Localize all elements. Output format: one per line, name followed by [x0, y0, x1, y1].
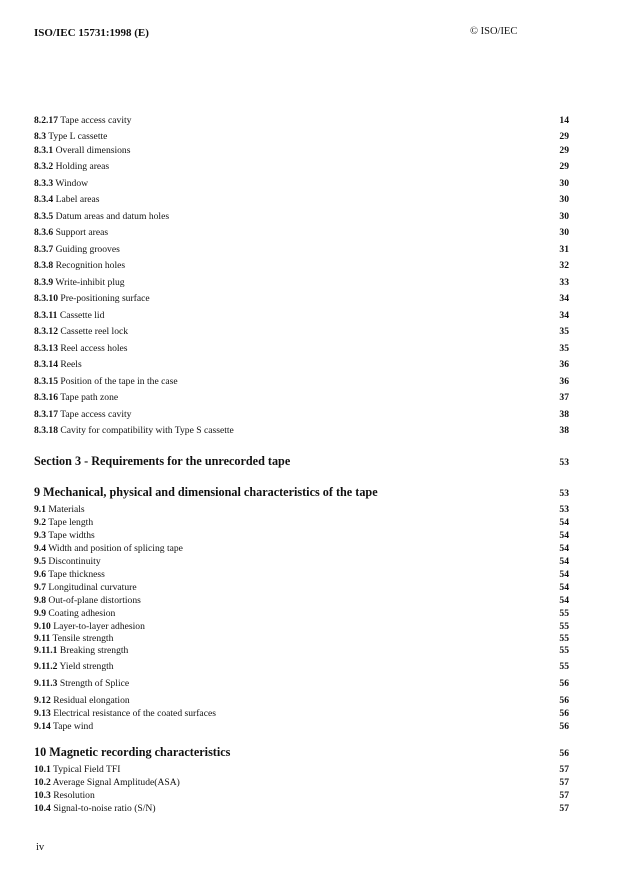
toc-entry-heading — [34, 517, 93, 528]
toc-entry-heading — [34, 582, 137, 593]
toc-entry[interactable] — [34, 277, 569, 288]
toc-entry[interactable] — [34, 115, 569, 126]
toc-entry-title: Reels — [60, 359, 82, 370]
toc-entry-title: Tape thickness — [48, 569, 105, 580]
toc-entry-heading — [34, 277, 125, 288]
toc-entry[interactable] — [34, 343, 569, 354]
toc-entry-page: 55 — [559, 661, 569, 672]
toc-entry-heading — [34, 115, 131, 126]
toc-entry[interactable] — [34, 376, 569, 387]
toc-entry[interactable] — [34, 425, 569, 436]
toc-entry-number: 8.3.6 — [34, 227, 54, 238]
toc-entry-number: 9.6 — [34, 569, 46, 580]
toc-entry[interactable] — [34, 504, 569, 515]
toc-entry-heading — [34, 425, 234, 436]
toc-entry-heading — [34, 454, 290, 469]
toc-entry-heading — [34, 556, 101, 567]
toc-entry-number: 8.3.9 — [34, 277, 54, 288]
toc-entry-page: 38 — [559, 425, 569, 436]
toc-entry-title: Recognition holes — [55, 260, 126, 271]
toc-entry-number: 9.11.2 — [34, 661, 58, 672]
toc-entry-heading — [34, 392, 118, 403]
toc-entry-heading — [34, 343, 128, 354]
toc-entry-heading — [34, 621, 145, 632]
toc-entry-number: 9.11 — [34, 633, 51, 644]
toc-entry-title: Tape length — [48, 517, 94, 528]
toc-entry-title: Cavity for compatibility with Type S cassette — [60, 425, 234, 436]
toc-entry-number: 9.1 — [34, 504, 46, 515]
toc-entry-page: 54 — [559, 595, 569, 606]
toc-entry-title: Tape access cavity — [60, 115, 132, 126]
toc-entry-page: 56 — [559, 708, 569, 719]
toc-entry-heading — [34, 678, 129, 689]
toc-entry-number: 9.12 — [34, 695, 51, 706]
toc-entry-heading — [34, 608, 115, 619]
toc-entry-heading — [34, 645, 128, 656]
toc-entry-page: 55 — [559, 621, 569, 632]
toc-entry-page: 34 — [559, 293, 569, 304]
toc-entry-page: 57 — [559, 790, 569, 801]
toc-entry-page: 30 — [559, 227, 569, 238]
toc-entry[interactable] — [34, 645, 569, 656]
toc-entry-title: Holding areas — [55, 161, 110, 172]
toc-entry[interactable] — [34, 517, 569, 528]
toc-entry-page: 29 — [559, 161, 569, 172]
toc-entry-page: 31 — [559, 244, 569, 255]
toc-entry-page: 54 — [559, 517, 569, 528]
toc-entry-heading — [34, 695, 130, 706]
toc-entry-title: Pre-positioning surface — [60, 293, 150, 304]
toc-entry[interactable] — [34, 721, 569, 732]
toc-entry-heading — [34, 376, 178, 387]
toc-entry-heading — [34, 310, 104, 321]
toc-entry-page: 30 — [559, 211, 569, 222]
toc-entry-title: 10 Magnetic recording characteristics — [34, 745, 231, 759]
document-id-header: ISO/IEC 15731:1998 (E) — [34, 27, 149, 39]
toc-entry[interactable] — [34, 293, 569, 304]
toc-entry[interactable] — [34, 194, 569, 205]
toc-entry-title: 9 Mechanical, physical and dimensional characteristics of the tape — [34, 485, 378, 499]
toc-entry-title: Out-of-plane distortions — [48, 595, 141, 606]
toc-entry-page: 32 — [559, 260, 569, 271]
toc-entry-heading — [34, 745, 230, 760]
toc-entry-page: 36 — [559, 376, 569, 387]
toc-entry-number: 8.3.15 — [34, 376, 58, 387]
toc-entry-number: 8.3.8 — [34, 260, 54, 271]
toc-entry-page: 55 — [559, 645, 569, 656]
toc-entry[interactable] — [34, 227, 569, 238]
toc-entry-page: 56 — [559, 721, 569, 732]
toc-entry-number: 8.3.12 — [34, 326, 58, 337]
toc-entry[interactable] — [34, 359, 569, 370]
toc-entry-page: 14 — [559, 115, 569, 126]
toc-entry-heading — [34, 359, 82, 370]
toc-entry-title: Tape widths — [48, 530, 95, 541]
toc-entry-page: 57 — [559, 764, 569, 775]
toc-entry-heading — [34, 569, 105, 580]
toc-entry-title: Support areas — [55, 227, 109, 238]
toc-entry-page: 35 — [559, 343, 569, 354]
toc-entry-heading — [34, 777, 180, 788]
toc-entry-page: 54 — [559, 530, 569, 541]
toc-entry-number: 8.2.17 — [34, 115, 58, 126]
toc-entry-page: 29 — [559, 131, 569, 142]
toc-entry-title: Tape wind — [53, 721, 94, 732]
toc-entry-number: 9.2 — [34, 517, 46, 528]
toc-entry-number: 10.3 — [34, 790, 51, 801]
toc-entry-number: 8.3.14 — [34, 359, 58, 370]
toc-entry-heading — [34, 661, 114, 672]
toc-entry[interactable] — [34, 777, 569, 788]
toc-entry-heading — [34, 803, 156, 814]
toc-entry-title: Tape access cavity — [60, 409, 132, 420]
toc-entry-page: 38 — [559, 409, 569, 420]
toc-entry[interactable] — [34, 211, 569, 222]
toc-entry-title: Discontinuity — [48, 556, 101, 567]
toc-entry-title: Width and position of splicing tape — [48, 543, 183, 554]
toc-entry[interactable] — [34, 543, 569, 554]
toc-entry-title: Label areas — [55, 194, 100, 205]
toc-entry-number: 9.5 — [34, 556, 46, 567]
toc-entry[interactable] — [34, 695, 569, 706]
toc-entry-title: Residual elongation — [53, 695, 130, 706]
toc-entry-heading — [34, 178, 88, 189]
toc-entry-title: Coating adhesion — [48, 608, 116, 619]
toc-entry-title: Typical Field TFI — [53, 764, 121, 775]
toc-entry[interactable] — [34, 678, 569, 689]
toc-entry[interactable] — [34, 260, 569, 271]
toc-entry-page: 30 — [559, 194, 569, 205]
toc-entry-number: 9.9 — [34, 608, 46, 619]
page-number-footer: iv — [36, 842, 45, 853]
toc-entry-page: 29 — [559, 145, 569, 156]
toc-entry-title: Overall dimensions — [55, 145, 131, 156]
toc-entry-title: Electrical resistance of the coated surfaces — [53, 708, 216, 719]
toc-entry-number: 8.3.7 — [34, 244, 54, 255]
toc-entry-heading — [34, 326, 128, 337]
toc-entry-heading — [34, 504, 85, 515]
toc-entry-title: Strength of Splice — [59, 678, 130, 689]
toc-entry-title: Section 3 - Requirements for the unrecorded tape — [34, 454, 291, 468]
toc-entry-title: Cassette reel lock — [60, 326, 129, 337]
toc-entry-title: Tape path zone — [60, 392, 119, 403]
toc-entry-title: Layer-to-layer adhesion — [53, 621, 145, 632]
toc-entry-title: Position of the tape in the case — [60, 376, 178, 387]
toc-entry-heading — [34, 211, 169, 222]
toc-entry-title: Write-inhibit plug — [55, 277, 125, 288]
toc-entry[interactable] — [34, 178, 569, 189]
toc-entry[interactable] — [34, 803, 569, 814]
toc-entry-page: 35 — [559, 326, 569, 337]
toc-entry-page: 34 — [559, 310, 569, 321]
toc-entry-page: 54 — [559, 582, 569, 593]
toc-entry-number: 9.8 — [34, 595, 46, 606]
toc-entry[interactable] — [34, 131, 569, 142]
toc-entry[interactable] — [34, 485, 569, 500]
toc-entry-page: 54 — [559, 556, 569, 567]
toc-entry-number: 8.3.3 — [34, 178, 54, 189]
toc-entry-page: 56 — [559, 695, 569, 706]
toc-entry-heading — [34, 633, 113, 644]
toc-entry-number: 9.3 — [34, 530, 46, 541]
toc-entry[interactable] — [34, 244, 569, 255]
toc-entry-title: Tensile strength — [52, 633, 114, 644]
toc-entry-page: 56 — [559, 678, 569, 689]
copyright-header: © ISO/IEC — [470, 26, 518, 37]
toc-entry-title: Cassette lid — [59, 310, 105, 321]
toc-entry-page: 53 — [559, 457, 569, 468]
toc-entry-heading — [34, 260, 125, 271]
toc-entry-page: 57 — [559, 803, 569, 814]
toc-entry-number: 9.7 — [34, 582, 46, 593]
toc-entry-title: Datum areas and datum holes — [55, 211, 170, 222]
toc-entry-number: 8.3.13 — [34, 343, 58, 354]
toc-entry[interactable] — [34, 530, 569, 541]
toc-entry[interactable] — [34, 595, 569, 606]
toc-entry-page: 33 — [559, 277, 569, 288]
toc-entry[interactable] — [34, 745, 569, 760]
toc-entry[interactable] — [34, 454, 569, 469]
toc-entry[interactable] — [34, 608, 569, 619]
toc-entry-heading — [34, 244, 120, 255]
toc-entry-page: 37 — [559, 392, 569, 403]
toc-entry-heading — [34, 194, 100, 205]
toc-entry-title: Signal-to-noise ratio (S/N) — [53, 803, 156, 814]
toc-entry-title: Type L cassette — [48, 131, 108, 142]
toc-entry[interactable] — [34, 708, 569, 719]
toc-entry[interactable] — [34, 582, 569, 593]
toc-entry-heading — [34, 708, 216, 719]
toc-entry-number: 8.3.10 — [34, 293, 58, 304]
toc-entry-number: 9.4 — [34, 543, 46, 554]
toc-entry-heading — [34, 145, 130, 156]
toc-entry-number: 8.3 — [34, 131, 46, 142]
toc-entry-title: Longitudinal curvature — [48, 582, 137, 593]
toc-entry-number: 8.3.1 — [34, 145, 54, 156]
toc-entry-number: 8.3.16 — [34, 392, 58, 403]
toc-entry-title: Reel access holes — [60, 343, 128, 354]
toc-entry-title: Average Signal Amplitude(ASA) — [52, 777, 180, 788]
toc-entry-title: Window — [55, 178, 89, 189]
toc-entry-number: 9.11.3 — [34, 678, 58, 689]
toc-entry-heading — [34, 485, 378, 500]
toc-entry[interactable] — [34, 310, 569, 321]
toc-entry-number: 10.4 — [34, 803, 51, 814]
toc-entry-title: Guiding grooves — [55, 244, 120, 255]
toc-entry-number: 8.3.11 — [34, 310, 58, 321]
toc-entry-page: 36 — [559, 359, 569, 370]
toc-entry-heading — [34, 764, 120, 775]
toc-entry-heading — [34, 595, 141, 606]
toc-entry-page: 56 — [559, 748, 569, 759]
toc-entry[interactable] — [34, 764, 569, 775]
toc-entry-heading — [34, 530, 95, 541]
toc-entry-title: Yield strength — [59, 661, 114, 672]
toc-entry-heading — [34, 543, 183, 554]
toc-entry-page: 57 — [559, 777, 569, 788]
toc-entry-title: Materials — [48, 504, 85, 515]
toc-entry[interactable] — [34, 790, 569, 801]
toc-entry-number: 10.2 — [34, 777, 51, 788]
toc-entry-page: 54 — [559, 569, 569, 580]
toc-entry[interactable] — [34, 161, 569, 172]
toc-entry-heading — [34, 227, 108, 238]
toc-entry-page: 55 — [559, 633, 569, 644]
toc-entry-number: 9.10 — [34, 621, 51, 632]
toc-entry-number: 8.3.17 — [34, 409, 58, 420]
toc-entry-number: 10.1 — [34, 764, 51, 775]
toc-entry-page: 54 — [559, 543, 569, 554]
toc-entry-number: 8.3.18 — [34, 425, 58, 436]
toc-entry-page: 53 — [559, 504, 569, 515]
toc-entry[interactable] — [34, 569, 569, 580]
toc-entry-title: Breaking strength — [59, 645, 129, 656]
toc-entry-number: 9.11.1 — [34, 645, 58, 656]
toc-entry-number: 8.3.4 — [34, 194, 54, 205]
toc-entry[interactable] — [34, 621, 569, 632]
toc-entry-page: 30 — [559, 178, 569, 189]
toc-entry[interactable] — [34, 409, 569, 420]
toc-entry-page: 55 — [559, 608, 569, 619]
toc-entry-number: 8.3.2 — [34, 161, 54, 172]
toc-entry[interactable] — [34, 556, 569, 567]
toc-entry-heading — [34, 721, 93, 732]
toc-entry-heading — [34, 161, 109, 172]
toc-entry[interactable] — [34, 145, 569, 156]
toc-entry-heading — [34, 293, 150, 304]
toc-entry-heading — [34, 409, 131, 420]
toc-entry-number: 8.3.5 — [34, 211, 54, 222]
toc-entry-heading — [34, 131, 107, 142]
toc-entry-number: 9.13 — [34, 708, 51, 719]
toc-entry[interactable] — [34, 633, 569, 644]
toc-entry[interactable] — [34, 392, 569, 403]
toc-entry-title: Resolution — [53, 790, 95, 801]
toc-entry-heading — [34, 790, 95, 801]
toc-entry-page: 53 — [559, 488, 569, 499]
toc-entry[interactable] — [34, 661, 569, 672]
toc-entry[interactable] — [34, 326, 569, 337]
toc-entry-number: 9.14 — [34, 721, 51, 732]
